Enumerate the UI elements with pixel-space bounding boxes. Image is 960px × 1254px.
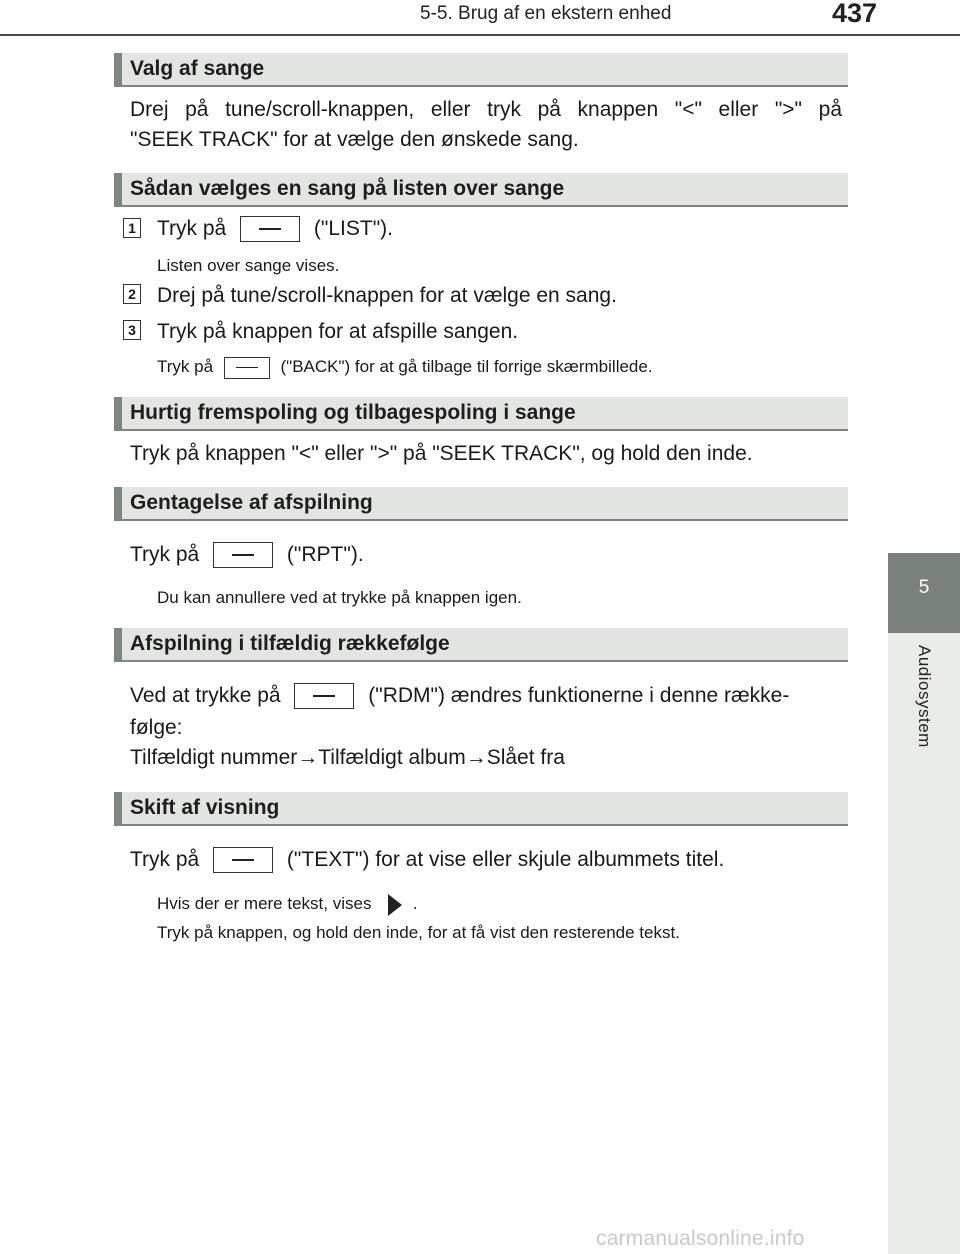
section-title: Afspilning i tilfældig rækkefølge [130, 632, 450, 655]
section-title: Skift af visning [130, 796, 280, 819]
rdm-button-icon [294, 683, 354, 709]
section-heading-fast-forward [114, 397, 848, 431]
section-heading-display [114, 792, 848, 826]
repeat-note: Du kan annullere ved at trykke på knappen igen. [157, 588, 522, 607]
rpt-button-icon [213, 542, 273, 568]
step-number-2: 2 [123, 284, 141, 304]
random-body-line3: Tilfældigt nummer→Tilfældigt album→Slået fra [130, 746, 565, 769]
back-button-icon [224, 357, 270, 379]
section-body-line: Drej på tune/scroll-knappen, eller tryk på knappen "<" eller ">" på [130, 98, 842, 121]
random-body-line1: Ved at trykke på ("RDM") ændres funktionerne i denne række- [130, 681, 789, 711]
section-title: Gentagelse af afspilning [130, 491, 373, 514]
section-title: Valg af sange [130, 57, 265, 80]
section-body: Tryk på knappen "<" eller ">" på "SEEK TRACK", og hold den inde. [130, 442, 753, 465]
section-heading-song-list [114, 173, 848, 207]
display-body: Tryk på ("TEXT") for at vise eller skjule albummets titel. [130, 845, 724, 875]
display-note-2: Tryk på knappen, og hold den inde, for at få vist den resterende tekst. [157, 923, 680, 942]
list-button-icon [240, 216, 300, 242]
header-rule [0, 34, 960, 36]
step-number-1: 1 [123, 218, 141, 238]
text-button-icon [213, 847, 273, 873]
page-number: 437 [832, 0, 878, 28]
chapter-tab [888, 553, 960, 633]
step-3-note: Tryk på ("BACK") for at gå tilbage til forrige skærmbillede. [157, 355, 653, 379]
section-title: Sådan vælges en sang på listen over sange [130, 177, 565, 200]
step-3-text: Tryk på knappen for at afspille sangen. [157, 320, 519, 343]
section-heading-repeat [114, 487, 848, 521]
section-heading-song-selection [114, 53, 848, 87]
arrow-right-icon [388, 894, 402, 916]
section-heading-random [114, 628, 848, 662]
random-body-line2: følge: [130, 716, 183, 739]
step-1-text: Tryk på ("LIST"). [157, 214, 393, 244]
display-note-1: Hvis der er mere tekst, vises . [157, 892, 418, 916]
section-body-line: "SEEK TRACK" for at vælge den ønskede sang. [130, 128, 579, 151]
step-number-3: 3 [123, 320, 141, 340]
running-head: 5-5. Brug af en ekstern enhed [420, 3, 672, 24]
step-1-note: Listen over sange vises. [157, 256, 340, 275]
chapter-number: 5 [918, 577, 930, 598]
chapter-label: Audiosystem [915, 645, 934, 748]
step-2-text: Drej på tune/scroll-knappen for at vælge en sang. [157, 284, 617, 307]
footer-watermark: carmanualsonline.info [596, 1227, 805, 1250]
repeat-body: Tryk på ("RPT"). [130, 540, 364, 570]
section-title: Hurtig fremspoling og tilbagespoling i sange [130, 401, 576, 424]
